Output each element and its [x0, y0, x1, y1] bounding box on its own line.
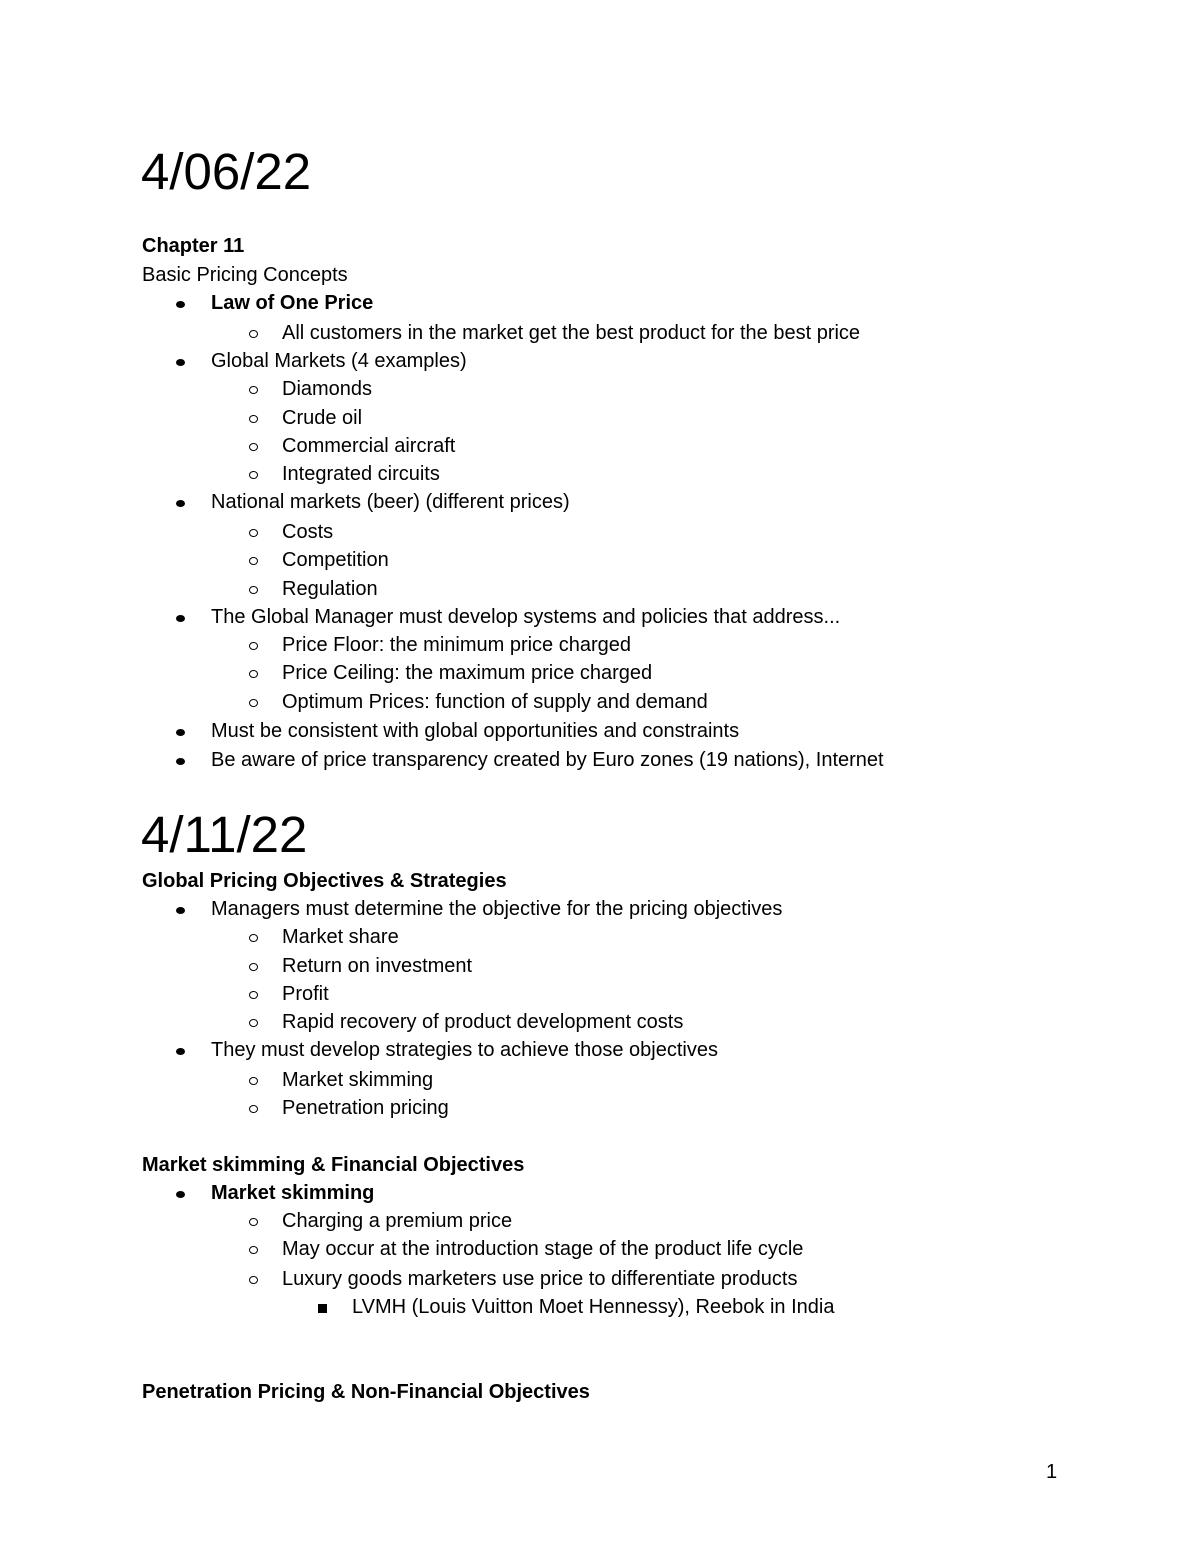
bullet-icon	[176, 603, 185, 631]
circle-bullet-icon	[249, 375, 258, 403]
bullet-icon	[176, 746, 185, 774]
section-heading: Penetration Pricing & Non-Financial Objectives	[142, 1381, 590, 1403]
chapter-heading: Chapter 11	[142, 235, 245, 257]
section-subtitle: Basic Pricing Concepts	[142, 264, 348, 286]
list-item: Crude oil	[282, 407, 363, 429]
bullet-icon	[176, 289, 185, 317]
section-heading: Global Pricing Objectives & Strategies	[142, 870, 507, 892]
list-item: Profit	[282, 983, 329, 1005]
circle-bullet-icon	[249, 432, 258, 460]
list-item: Price Floor: the minimum price charged	[282, 634, 632, 656]
circle-bullet-icon	[249, 1066, 258, 1094]
list-item: Be aware of price transparency created by Euro zones (19 nations), Internet	[211, 749, 884, 771]
date-heading-2: 4/11/22	[141, 806, 308, 863]
circle-bullet-icon	[249, 631, 258, 659]
list-item: Market share	[282, 926, 399, 948]
circle-bullet-icon	[249, 546, 258, 574]
circle-bullet-icon	[249, 1094, 258, 1122]
circle-bullet-icon	[249, 659, 258, 687]
circle-bullet-icon	[249, 518, 258, 546]
list-item: Regulation	[282, 578, 378, 600]
list-item: Commercial aircraft	[282, 435, 456, 457]
list-item: Must be consistent with global opportunities and constraints	[211, 720, 740, 742]
list-item: Luxury goods marketers use price to differentiate products	[282, 1268, 798, 1290]
list-item: Price Ceiling: the maximum price charged	[282, 662, 653, 684]
list-item: Optimum Prices: function of supply and demand	[282, 691, 708, 713]
bullet-icon	[176, 488, 185, 516]
square-bullet-icon	[318, 1293, 327, 1321]
circle-bullet-icon	[249, 952, 258, 980]
list-item: Integrated circuits	[282, 463, 440, 485]
bullet-icon	[176, 347, 185, 375]
list-item: Market skimming	[211, 1182, 375, 1204]
list-item: Diamonds	[282, 378, 373, 400]
list-item: Competition	[282, 549, 389, 571]
bullet-icon	[176, 717, 185, 745]
bullet-icon	[176, 895, 185, 923]
list-item: Penetration pricing	[282, 1097, 449, 1119]
date-heading-1: 4/06/22	[141, 143, 312, 200]
list-item: Managers must determine the objective for the pricing objectives	[211, 898, 783, 920]
list-item: LVMH (Louis Vuitton Moet Hennessy), Reebok in India	[352, 1296, 835, 1318]
circle-bullet-icon	[249, 460, 258, 488]
circle-bullet-icon	[249, 980, 258, 1008]
circle-bullet-icon	[249, 575, 258, 603]
circle-bullet-icon	[249, 1207, 258, 1235]
list-item: Return on investment	[282, 955, 473, 977]
circle-bullet-icon	[249, 688, 258, 716]
list-item: Market skimming	[282, 1069, 434, 1091]
section-heading: Market skimming & Financial Objectives	[142, 1154, 525, 1176]
circle-bullet-icon	[249, 404, 258, 432]
list-item: Charging a premium price	[282, 1210, 513, 1232]
list-item: The Global Manager must develop systems and policies that address...	[211, 606, 841, 628]
list-item: Costs	[282, 521, 334, 543]
circle-bullet-icon	[249, 1008, 258, 1036]
list-item: Law of One Price	[211, 292, 374, 314]
list-item: National markets (beer) (different prices)	[211, 491, 570, 513]
list-item: Global Markets (4 examples)	[211, 350, 467, 372]
list-item: May occur at the introduction stage of the product life cycle	[282, 1238, 804, 1260]
circle-bullet-icon	[249, 1265, 258, 1293]
circle-bullet-icon	[249, 923, 258, 951]
list-item: They must develop strategies to achieve those objectives	[211, 1039, 718, 1061]
list-item: All customers in the market get the best product for the best price	[282, 322, 861, 344]
bullet-icon	[176, 1036, 185, 1064]
bullet-icon	[176, 1179, 185, 1207]
circle-bullet-icon	[249, 319, 258, 347]
circle-bullet-icon	[249, 1235, 258, 1263]
page-number: 1	[1046, 1461, 1058, 1483]
list-item: Rapid recovery of product development costs	[282, 1011, 684, 1033]
